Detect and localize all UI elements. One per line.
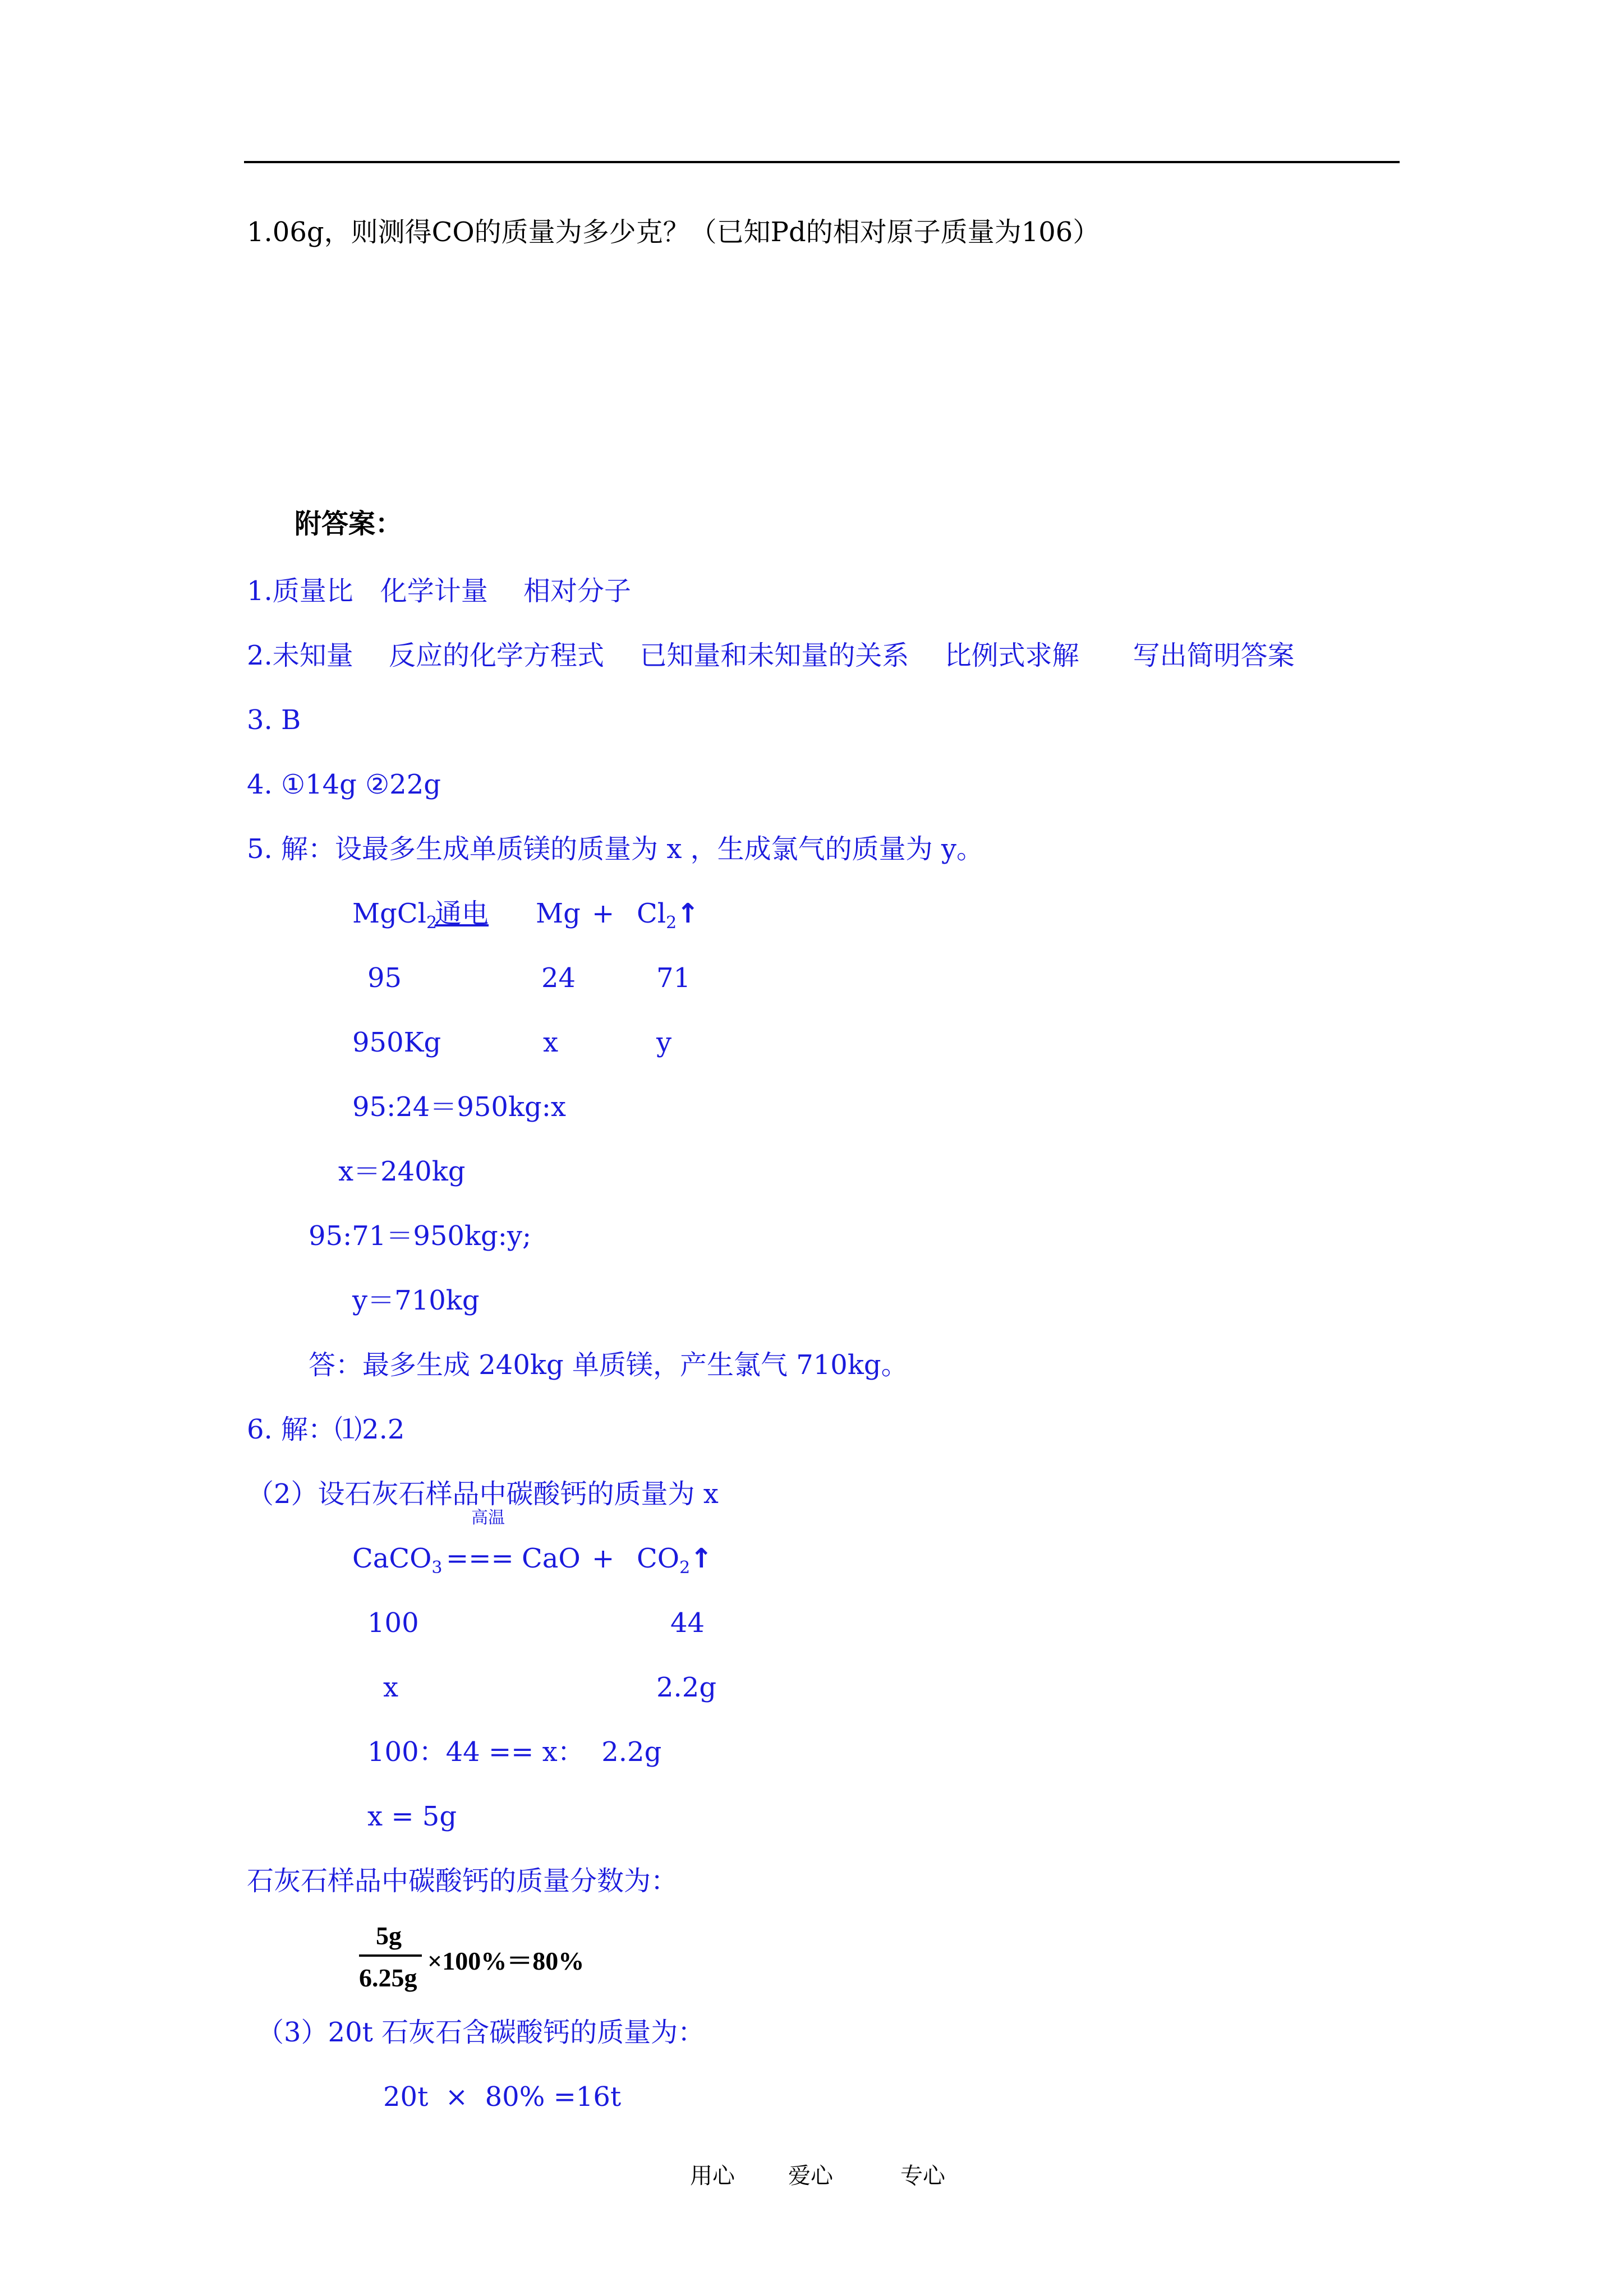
a5-mass-cl2: 71 — [656, 962, 691, 994]
fraction-denominator: 6.25g — [359, 1963, 417, 1992]
a5-mass-mg: 24 — [541, 962, 576, 994]
a6-product-co2: $CO_2↑$ — [637, 1543, 713, 1578]
fraction-bar — [359, 1954, 422, 1957]
footer-text-3: 专心 — [900, 2163, 945, 2189]
a6-calc-3: 20t × 80% =16t — [383, 2081, 622, 2113]
a5-ratio-1: 95:24＝950kg:x — [352, 1091, 567, 1123]
answer-1: 1.质量比 化学计量 相对分子 — [247, 575, 632, 607]
a5-result-2: y＝710kg — [352, 1285, 480, 1316]
a6-result: x = 5g — [367, 1801, 457, 1832]
answers-heading: 附答案： — [295, 508, 403, 540]
a5-mass-reactant: 95 — [367, 962, 402, 994]
a6-plus: + — [592, 1543, 615, 1574]
gas-arrow-icon: ↑ — [677, 898, 700, 929]
a5-value-y: y — [656, 1027, 672, 1058]
answer-3: 3. B — [247, 704, 301, 736]
a6-reactant: CaCO$_3$ — [352, 1543, 443, 1578]
header-rule — [244, 161, 1400, 163]
footer-text-2: 爱心 — [788, 2163, 833, 2189]
gas-arrow-icon: ↑ — [690, 1543, 713, 1574]
a6-fraction-label: 石灰石样品中碳酸钙的质量分数为： — [247, 1865, 678, 1897]
answer-2: 2.未知量 反应的化学方程式 已知量和未知量的关系 比例式求解 写出简明答案 — [247, 640, 1295, 671]
question-tail: 1.06g，则测得CO的质量为多少克？（已知Pd的相对原子质量为106） — [247, 216, 1100, 248]
fraction-numerator: 5g — [376, 1921, 402, 1950]
a6-mass-co2: 44 — [670, 1607, 705, 1639]
a5-plus: + — [592, 898, 615, 929]
a5-product-mg: Mg — [536, 898, 581, 929]
answer-4: 4. ①14g ②22g — [247, 769, 441, 800]
a6-part-2: （2）设石灰石样品中碳酸钙的质量为 x — [247, 1478, 719, 1510]
a6-value-co2: 2.2g — [656, 1672, 717, 1703]
a5-value-reactant: 950Kg — [352, 1027, 441, 1058]
a5-value-x: x — [543, 1027, 559, 1058]
answer-6-intro: 6. 解：⑴2.2 — [247, 1414, 405, 1445]
answer-5-intro: 5. 解：设最多生成单质镁的质量为 x ，生成氯气的质量为 y。 — [247, 833, 984, 865]
a5-reactant: MgCl$_2$ — [352, 898, 438, 933]
a5-result-1: x＝240kg — [338, 1156, 466, 1187]
a5-answer: 答：最多生成 240kg 单质镁，产生氯气 710kg。 — [309, 1349, 908, 1381]
fraction-result: ×100%＝80% — [427, 1947, 585, 1975]
a6-part-3: （3）20t 石灰石含碳酸钙的质量为： — [257, 2017, 705, 2048]
a5-ratio-2: 95:71＝950kg:y; — [309, 1220, 532, 1252]
a5-condition: 通电 — [435, 898, 489, 929]
a6-mass-caco3: 100 — [367, 1607, 419, 1639]
a6-equals: === — [446, 1543, 514, 1574]
a5-product-cl2: $Cl_2↑$ — [637, 898, 700, 933]
a6-condition: 高温 — [471, 1508, 505, 1528]
a6-ratio: 100：44 == x： 2.2g — [367, 1736, 662, 1768]
a6-product-cao: CaO — [522, 1543, 581, 1574]
footer-text-1: 用心 — [690, 2163, 735, 2189]
a6-value-x: x — [383, 1672, 399, 1703]
